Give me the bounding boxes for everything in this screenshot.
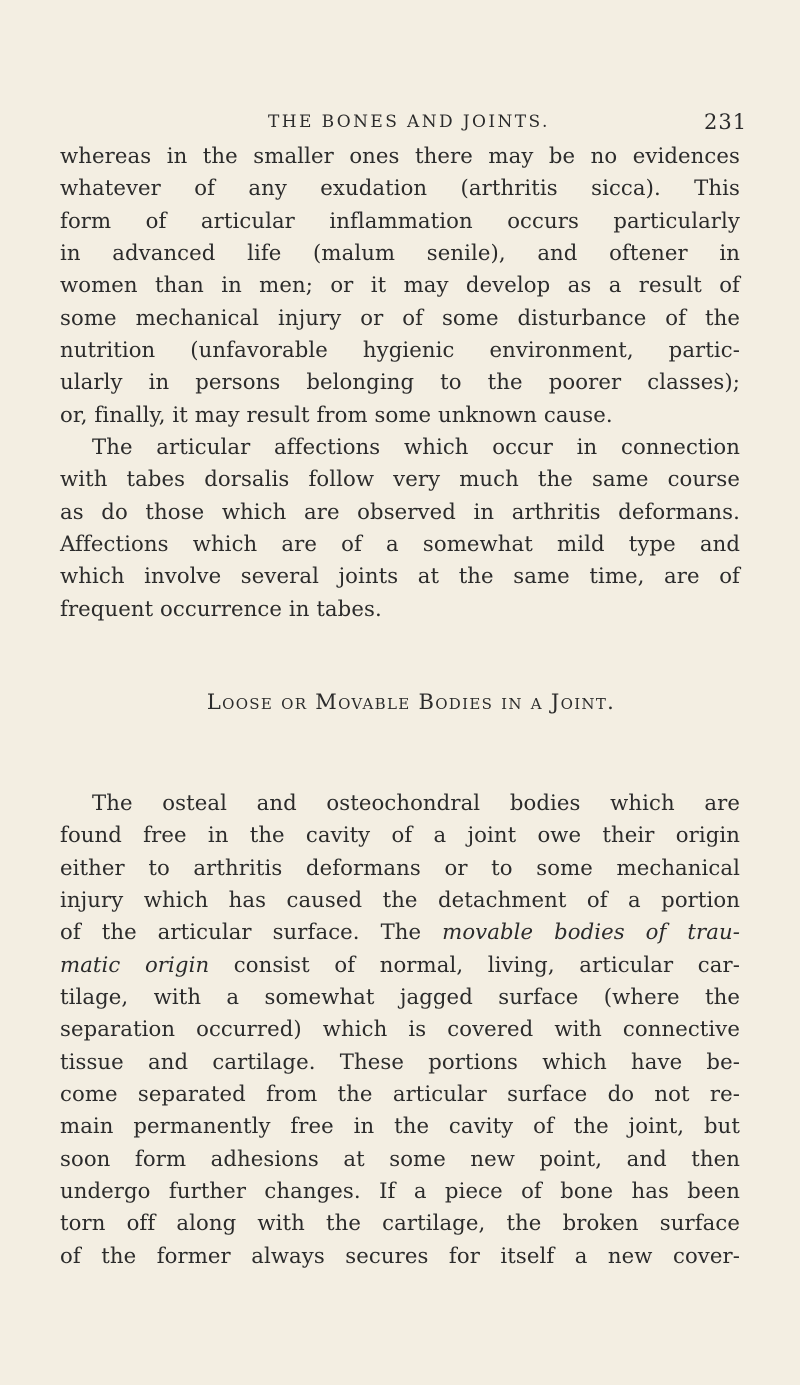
text-line: of the former always secures for itself a new cover- xyxy=(60,1242,740,1268)
text-line: Affections which are of a somewhat mild type and xyxy=(60,531,740,557)
text-line-with-italic xyxy=(60,949,740,981)
section-heading-text: Loose or Movable Bodies in a Joint. xyxy=(206,690,616,714)
text-run: of the articular surface. The xyxy=(60,919,443,945)
text-line: whereas in the smaller ones there may be no evidences xyxy=(60,143,740,168)
text-line: separation occurred) which is covered with connective xyxy=(60,1016,740,1042)
text-line: come separated from the articular surface do not re- xyxy=(60,1081,740,1107)
text-line: ularly in persons belonging to the poorer classes); xyxy=(60,369,740,395)
section-heading xyxy=(0,690,800,714)
text-line: form of articular inflammation occurs particularly xyxy=(60,207,740,233)
text-line: as do those which are observed in arthritis deformans. xyxy=(60,498,740,524)
text-line: which involve several joints at the same time, are of xyxy=(60,563,740,589)
text-line-with-italic xyxy=(60,916,740,948)
text-line: soon form adhesions at some new point, and then xyxy=(60,1145,740,1171)
text-line: nutrition (unfavorable hygienic environment, partic- xyxy=(60,337,740,363)
text-line: torn off along with the cartilage, the broken surface xyxy=(60,1210,740,1236)
upper-text xyxy=(60,140,740,625)
text-line: tissue and cartilage. These portions which have be- xyxy=(60,1048,740,1074)
text-line: women than in men; or it may develop as a result of xyxy=(60,272,740,298)
text-line: whatever of any exudation (arthritis sicca). This xyxy=(60,175,740,201)
text-line: The osteal and osteochondral bodies which are xyxy=(92,790,740,815)
lower-text xyxy=(60,787,740,1272)
text-line: or, finally, it may result from some unknown cause. xyxy=(60,401,613,427)
text-line: either to arthritis deformans or to some mechanical xyxy=(60,854,740,880)
text-line: undergo further changes. If a piece of bone has been xyxy=(60,1178,740,1204)
text-line: in advanced life (malum senile), and oftener in xyxy=(60,240,740,266)
running-head xyxy=(0,112,800,142)
text-line: injury which has caused the detachment of a portion xyxy=(60,887,740,913)
text-line: some mechanical injury or of some disturbance of the xyxy=(60,304,740,330)
italic-term: matic origin xyxy=(60,951,210,977)
text-run: consist of normal, living, articular car- xyxy=(209,951,740,977)
text-line: frequent occurrence in tabes. xyxy=(60,595,382,621)
text-line: tilage, with a somewhat jagged surface (where the xyxy=(60,984,740,1010)
text-line: with tabes dorsalis follow very much the same course xyxy=(60,466,740,492)
text-line: found free in the cavity of a joint owe their origin xyxy=(60,822,740,848)
running-title: THE BONES AND JOINTS. xyxy=(268,112,550,132)
italic-term: movable bodies of trau- xyxy=(442,919,740,945)
text-line: main permanently free in the cavity of the joint, but xyxy=(60,1113,740,1139)
text-line: The articular affections which occur in connection xyxy=(92,434,740,460)
page-number: 231 xyxy=(704,110,748,134)
